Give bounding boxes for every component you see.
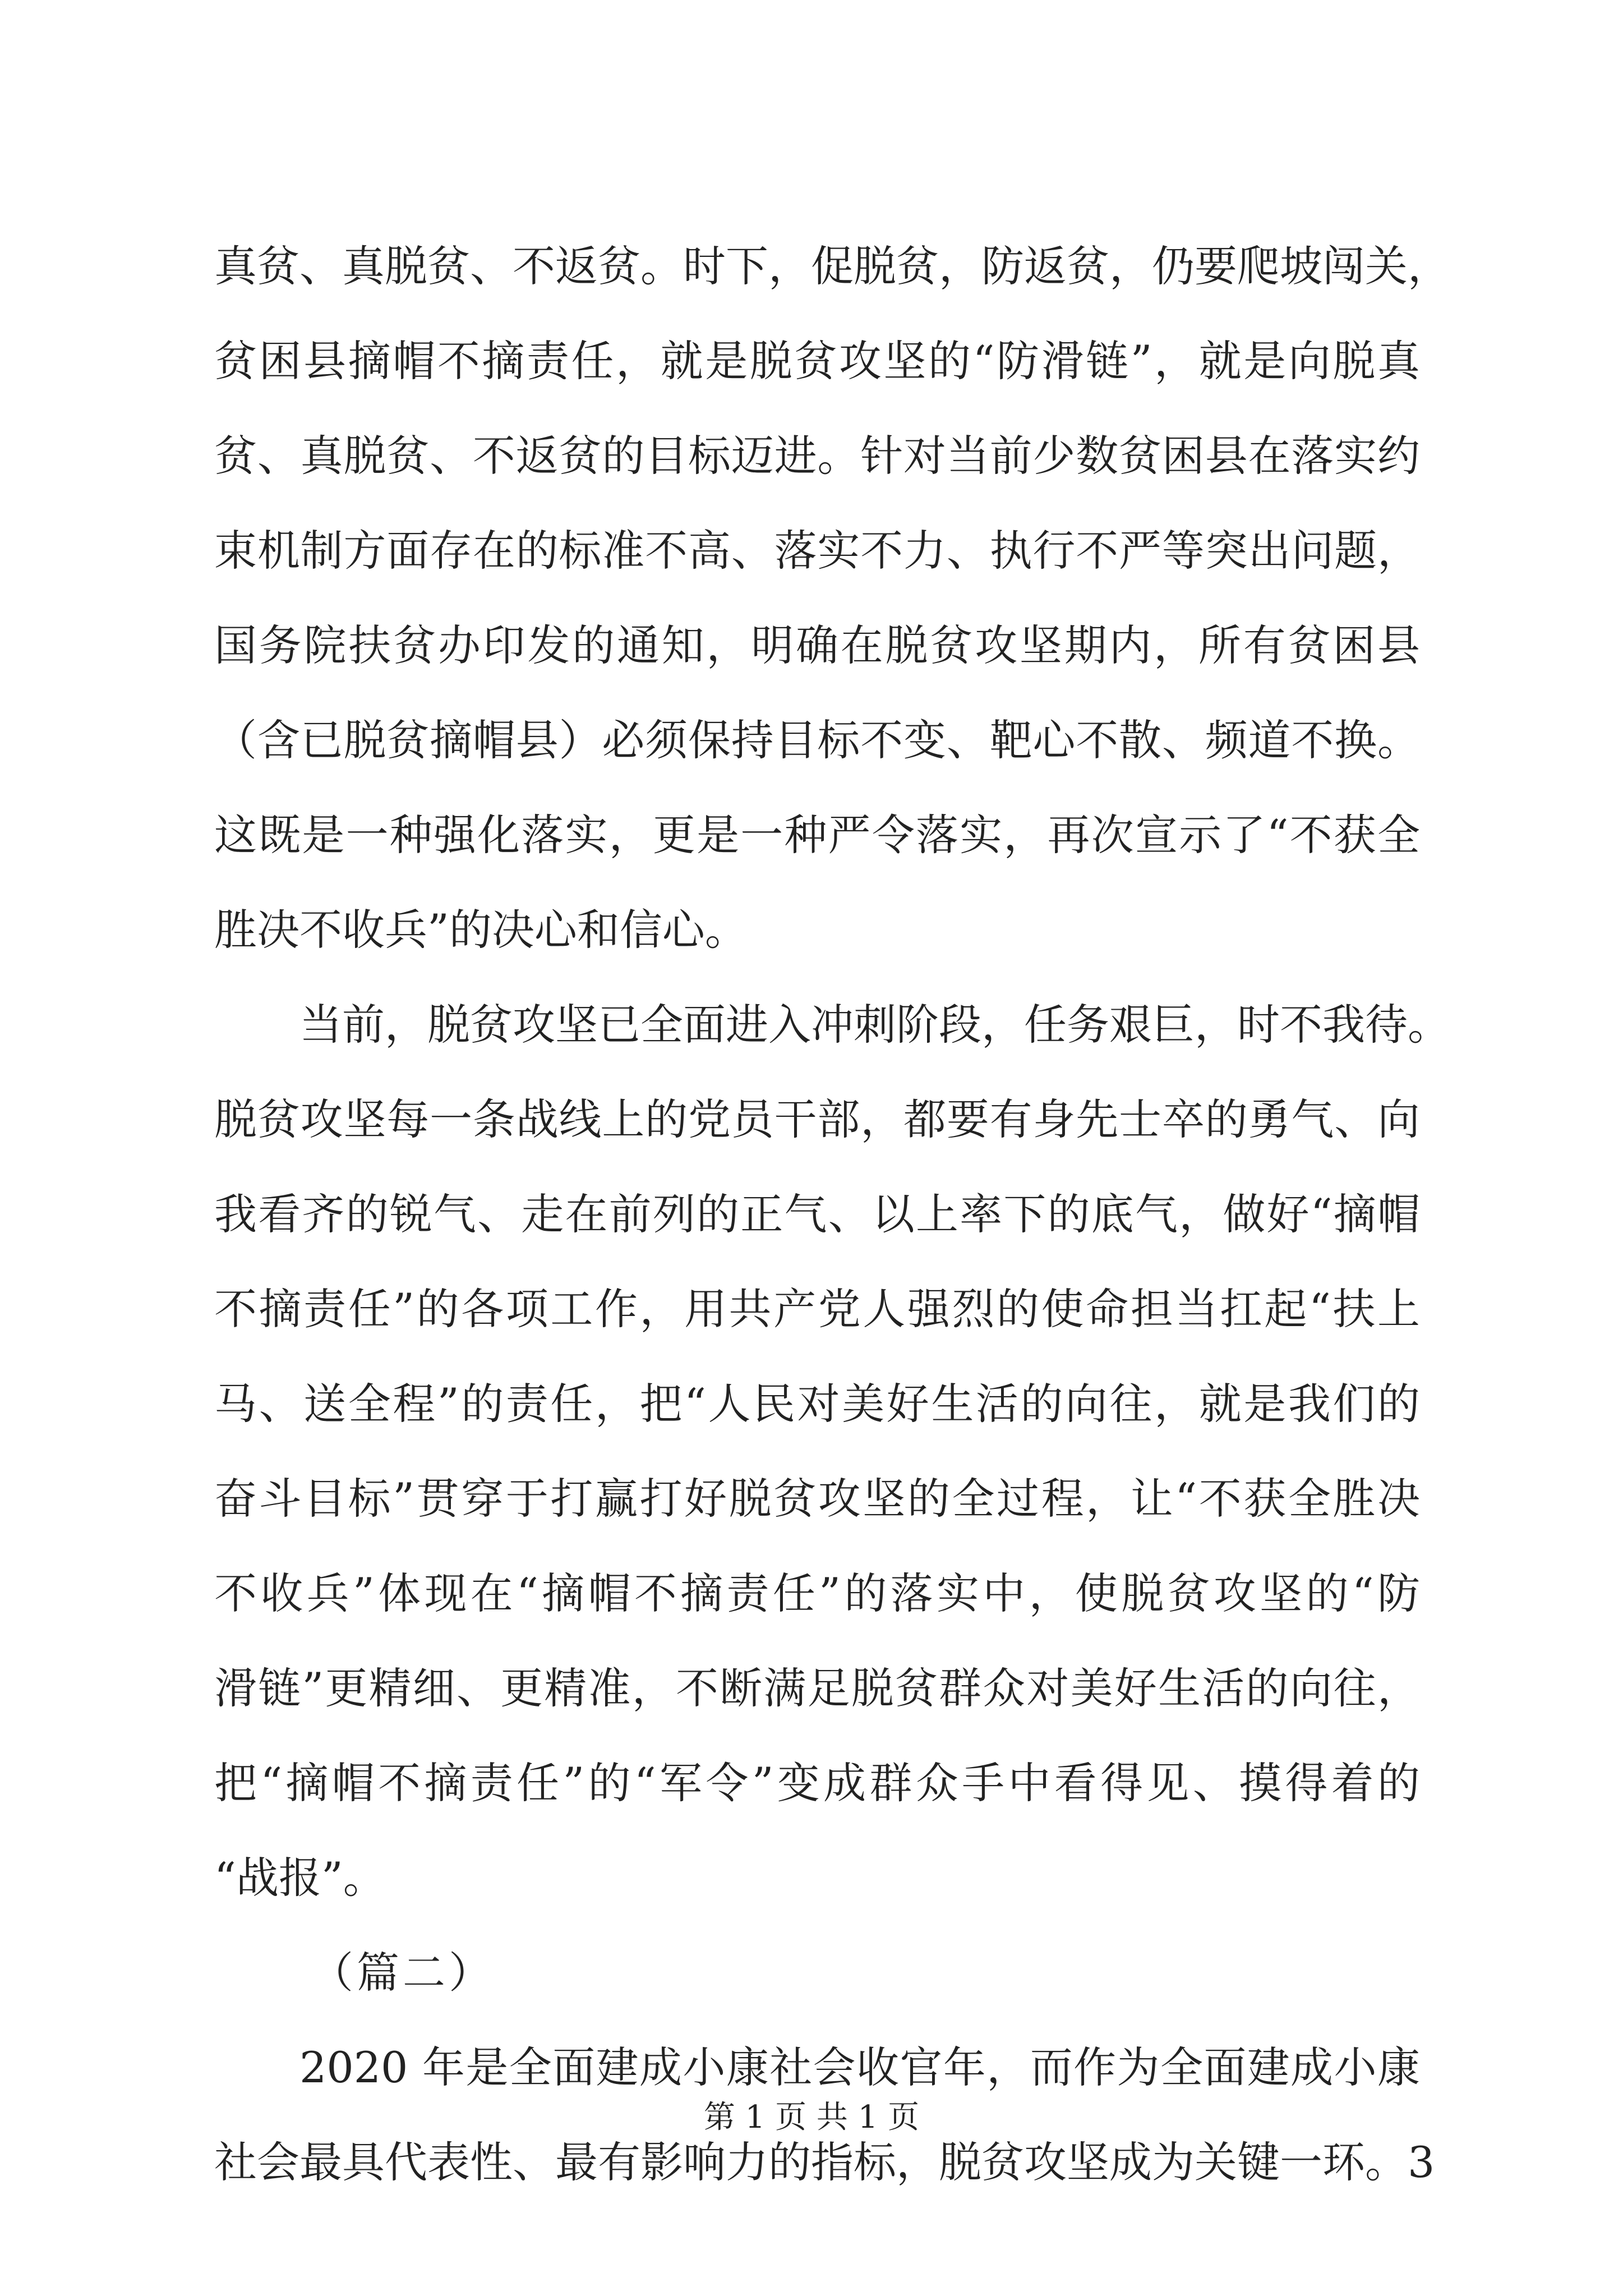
- text-line: 马、送全程”的责任，把“人民对美好生活的向往，就是我们的: [214, 1379, 1420, 1429]
- text-line: （含已脱贫摘帽县）必须保持目标不变、靶心不散、频道不换。: [214, 715, 1420, 765]
- text-line: 脱贫攻坚每一条战线上的党员干部，都要有身先士卒的勇气、向: [214, 1094, 1420, 1144]
- page-number-label: 第 1 页 共 1 页: [703, 2099, 920, 2136]
- text-line: 奋斗目标”贯穿于打赢打好脱贫攻坚的全过程，让“不获全胜决: [214, 1474, 1420, 1524]
- text-line: 不收兵”体现在“摘帽不摘责任”的落实中，使脱贫攻坚的“防: [214, 1568, 1420, 1618]
- document-body: [214, 219, 1450, 2210]
- text-line: 胜决不收兵”的决心和信心。: [214, 905, 748, 955]
- paragraph-first-line: 2020 年是全面建成小康社会收官年，而作为全面建成小康: [299, 2042, 1420, 2092]
- text-line: 这既是一种强化落实，更是一种严令落实，再次宣示了“不获全: [214, 810, 1420, 860]
- paragraph-first-line: 当前，脱贫攻坚已全面进入冲刺阶段，任务艰巨，时不我待。: [299, 1000, 1450, 1050]
- text-line: 贫困县摘帽不摘责任，就是脱贫攻坚的“防滑链”，就是向脱真: [214, 336, 1420, 386]
- text-line: 把“摘帽不摘责任”的“军令”变成群众手中看得见、摸得着的: [214, 1758, 1420, 1808]
- text-line: 滑链”更精细、更精准，不断满足脱贫群众对美好生活的向往，: [214, 1663, 1420, 1713]
- text-line: 国务院扶贫办印发的通知，明确在脱贫攻坚期内，所有贫困县: [214, 620, 1420, 670]
- text-line: 真贫、真脱贫、不返贫。时下，促脱贫，防返贫，仍要爬坡闯关，: [214, 241, 1450, 291]
- section-heading: （篇二）: [311, 1948, 495, 1998]
- page-footer: [0, 2095, 1623, 2140]
- text-line: “战报”。: [214, 1853, 386, 1903]
- text-line: 束机制方面存在的标准不高、落实不力、执行不严等突出问题，: [214, 526, 1420, 576]
- text-line: 贫、真脱贫、不返贫的目标迈进。针对当前少数贫困县在落实约: [214, 431, 1420, 481]
- text-line: 我看齐的锐气、走在前列的正气、以上率下的底气，做好“摘帽: [214, 1189, 1420, 1239]
- text-line: 社会最具代表性、最有影响力的指标，脱贫攻坚成为关键一环。3: [214, 2137, 1435, 2187]
- text-line: 不摘责任”的各项工作，用共产党人强烈的使命担当扛起“扶上: [214, 1284, 1420, 1334]
